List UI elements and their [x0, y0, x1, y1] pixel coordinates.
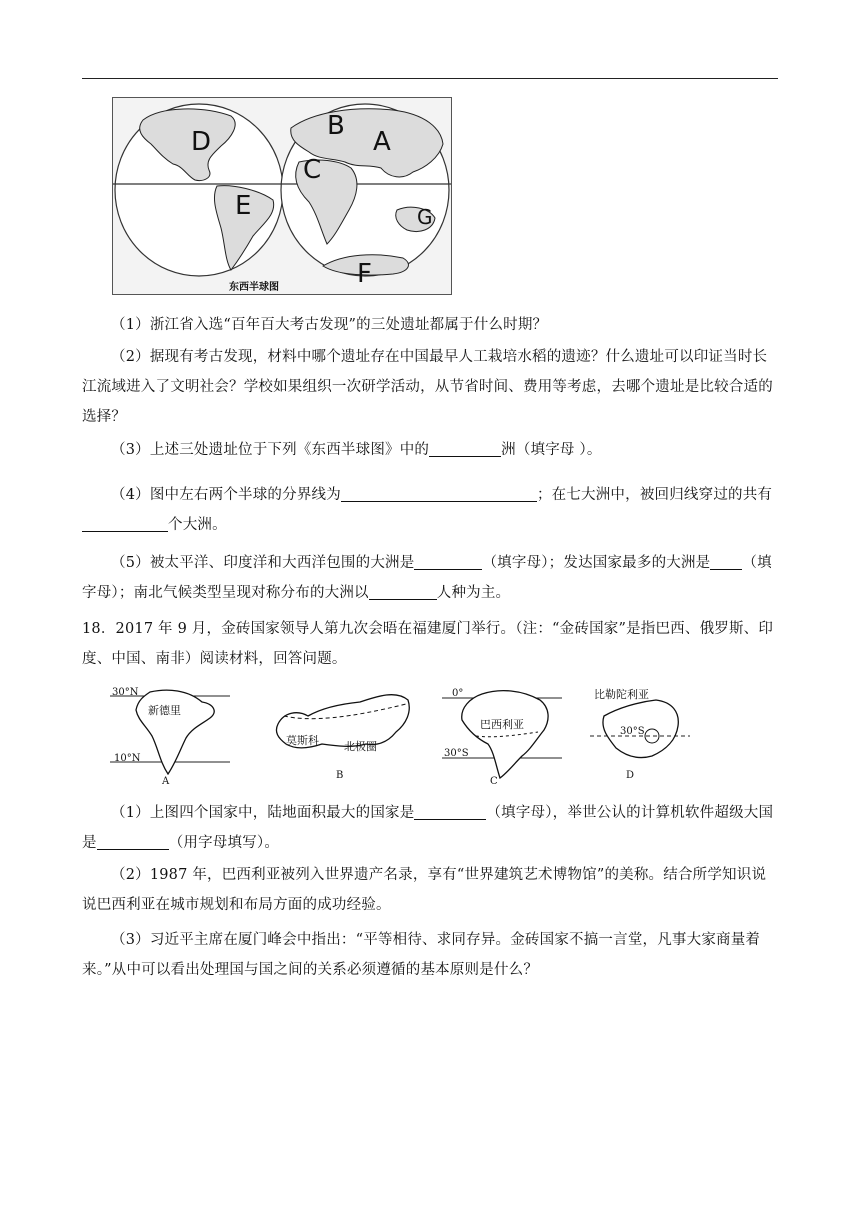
- q17-part3-text-b: 洲（填字母 ）。: [501, 442, 602, 458]
- q17-part3: [82, 435, 778, 465]
- svg-text:C: C: [490, 776, 498, 786]
- answer-blank[interactable]: [429, 440, 501, 457]
- label-A: A: [373, 127, 391, 157]
- answer-blank[interactable]: [97, 833, 169, 850]
- q18-part1: [82, 798, 778, 858]
- q17-part1: （1）浙江省入选“百年百大考古发现”的三处遗址都属于什么时期？: [111, 317, 548, 333]
- q17-part4: [82, 480, 778, 540]
- q17-part4-text-a: （4）图中左右两个半球的分界线为: [111, 487, 341, 503]
- answer-blank[interactable]: [710, 553, 742, 570]
- q17-part5-text-c: （填字母）；南北气候类型呈现对称分布的大洲以: [82, 555, 772, 601]
- q18-part1-text-b: （填字母），举世公认的计算机软件超级大国是: [82, 805, 774, 851]
- svg-text:0°: 0°: [452, 688, 464, 699]
- svg-text:北极圈: 北极圈: [344, 740, 377, 753]
- label-E: E: [235, 191, 252, 221]
- answer-blank[interactable]: [414, 553, 482, 570]
- q18-intro: 18．2017 年 9 月，金砖国家领导人第九次会晤在福建厦门举行。（注：“金砖国家”是指巴西、俄罗斯、印度、中国、南非）阅读材料，回答问题。: [82, 621, 774, 667]
- header-rule: [82, 78, 778, 79]
- country-map-b: [270, 686, 414, 786]
- country-map-a: [110, 686, 230, 786]
- svg-text:10°N: 10°N: [114, 753, 141, 764]
- q17-part2: （2）据现有考古发现，材料中哪个遗址存在中国最早人工栽培水稻的遗迹？什么遗址可以印证当时长江流域进入了文明社会？学校如果组织一次研学活动，从节省时间、费用等考虑，去哪个遗址是比较合适的选择？: [82, 349, 773, 425]
- svg-text:新德里: 新德里: [148, 704, 181, 717]
- label-D: D: [191, 127, 212, 157]
- label-C: C: [303, 155, 322, 185]
- q17-part4-text-c: 个大洲。: [168, 517, 227, 533]
- q17-part4-text-b: ；在七大洲中，被回归线穿过的共有: [536, 487, 773, 503]
- q17-part5-text-b: （填字母）；发达国家最多的大洲是: [482, 555, 711, 571]
- east-west-hemisphere-map: [112, 97, 452, 295]
- q17-part5: [82, 548, 778, 608]
- svg-text:30°S: 30°S: [444, 748, 469, 759]
- svg-text:30°N: 30°N: [112, 687, 139, 698]
- country-map-d: [590, 686, 690, 786]
- svg-text:D: D: [626, 770, 635, 781]
- answer-blank[interactable]: [414, 803, 486, 820]
- svg-text:B: B: [336, 770, 344, 781]
- answer-blank[interactable]: [369, 583, 437, 600]
- svg-text:莫斯科: 莫斯科: [286, 734, 319, 747]
- svg-text:比勒陀利亚: 比勒陀利亚: [594, 688, 649, 701]
- label-F: F: [357, 259, 372, 289]
- svg-text:A: A: [162, 776, 170, 786]
- svg-text:30°S: 30°S: [620, 726, 645, 737]
- map-caption: 东西半球图: [229, 282, 279, 293]
- q18-part1-text-a: （1）上图四个国家中，陆地面积最大的国家是: [111, 805, 415, 821]
- q17-part5-text-a: （5）被太平洋、印度洋和大西洋包围的大洲是: [111, 555, 415, 571]
- q18-part2: （2）1987 年，巴西利亚被列入世界遗产名录，享有“世界建筑艺术博物馆”的美称。结合所学知识说说巴西利亚在城市规划和布局方面的成功经验。: [82, 867, 767, 913]
- label-B: B: [327, 111, 345, 141]
- answer-blank[interactable]: [341, 485, 537, 502]
- q17-part5-text-d: 人种为主。: [436, 585, 511, 601]
- label-G: G: [417, 205, 433, 229]
- q18-part3: （3）习近平主席在厦门峰会中指出：“平等相待、求同存异。金砖国家不搞一言堂，凡事大家商量着来。”从中可以看出处理国与国之间的关系必须遵循的基本原则是什么？: [82, 932, 761, 978]
- answer-blank[interactable]: [82, 515, 168, 532]
- q18-part1-text-c: （用字母填写）。: [168, 835, 280, 851]
- q17-part3-text-a: （3）上述三处遗址位于下列《东西半球图》中的: [111, 442, 430, 458]
- country-map-c: [442, 686, 562, 786]
- svg-text:巴西利亚: 巴西利亚: [480, 718, 524, 731]
